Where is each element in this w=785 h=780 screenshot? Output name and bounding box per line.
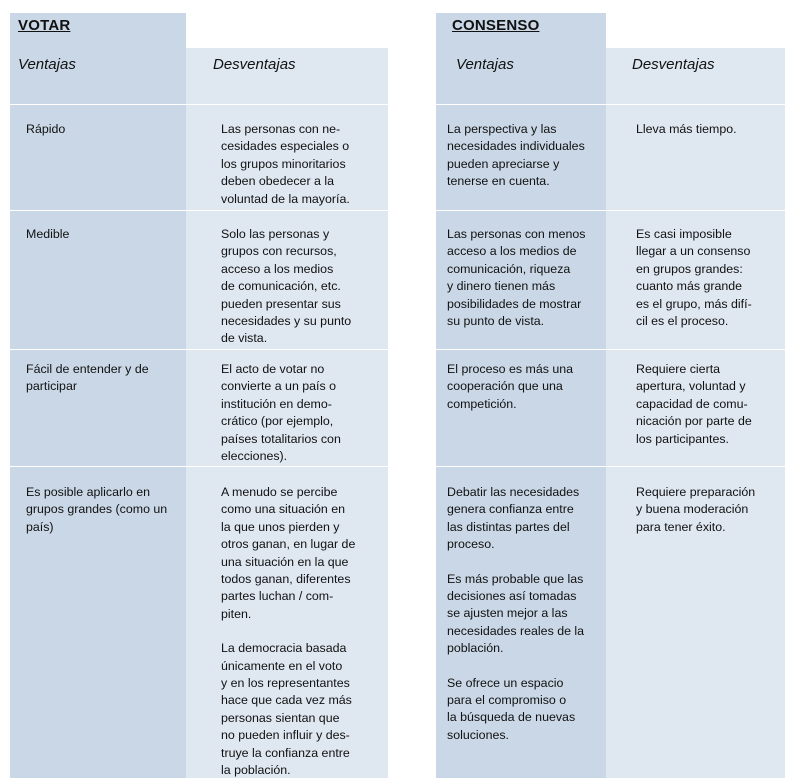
votar-ventaja-cell — [26, 361, 176, 396]
cell-paragraph: Se ofrece un espacio para el compromiso o la búsqueda de nuevas soluciones. — [447, 675, 576, 742]
cell-paragraph: Es posible aplicarlo en grupos grandes (como un país) — [26, 485, 168, 534]
cell-paragraph: El proceso es más una cooperación que una competición. — [447, 362, 574, 411]
votar-row-divider — [10, 210, 388, 211]
votar-desventaja-cell — [221, 484, 381, 780]
consenso-ventaja-cell — [447, 361, 602, 413]
consenso-ventaja-cell — [447, 121, 602, 191]
cell-paragraph: Requiere preparación y buena moderación para tener éxito. — [636, 485, 756, 534]
votar-desventaja-cell — [221, 121, 381, 208]
cell-paragraph: La democracia basada únicamente en el voto y en los representantes hace que cada vez más personas sientan que no pueden influir y des- truye la confianza entre la población. — [221, 641, 352, 778]
votar-row-divider — [10, 349, 388, 350]
cell-paragraph: La perspectiva y las necesidades individuales pueden apreciarse y tenerse en cuenta. — [447, 122, 585, 189]
votar-row-divider — [10, 466, 388, 467]
votar-ventaja-cell — [26, 226, 176, 243]
consenso-title: CONSENSO — [452, 17, 540, 34]
cell-paragraph: Las personas con ne- cesidades especiales o los grupos minoritarios deben obedecer a la voluntad de la mayoría. — [221, 122, 350, 206]
votar-ventaja-cell — [26, 121, 176, 138]
cell-paragraph: Es más probable que las decisiones así tomadas se ajusten mejor a las necesidades reales de la población. — [447, 571, 585, 656]
consenso-ventaja-cell — [447, 226, 602, 330]
consenso-row-divider — [436, 210, 785, 211]
consenso-row-divider — [436, 104, 785, 105]
cell-paragraph: El acto de votar no convierte a un país o institución en demo- crático (por ejemplo, países totalitarios con elecciones). — [221, 362, 341, 464]
consenso-row-divider — [436, 466, 785, 467]
votar-desventaja-cell — [221, 361, 381, 465]
votar-ventaja-cell — [26, 484, 176, 536]
consenso-desventaja-cell — [636, 484, 781, 536]
cell-paragraph: Requiere cierta apertura, voluntad y capacidad de comu- nicación por parte de los participantes. — [636, 362, 752, 446]
consenso-desventaja-cell — [636, 361, 781, 448]
cell-paragraph: Solo las personas y grupos con recursos, acceso a los medios de comunicación, etc. pueden presentar sus necesidades y su punto de vista. — [221, 227, 352, 346]
cell-paragraph: Medible — [26, 227, 70, 241]
cell-paragraph: A menudo se percibe como una situación en la que unos pierden y otros ganan, en lugar de una situación en la que todos ganan, diferentes partes luchan / com- piten. — [221, 485, 356, 621]
votar-ventajas-header: Ventajas — [18, 56, 76, 73]
consenso-desventaja-cell — [636, 121, 781, 138]
cell-paragraph: Es casi imposible llegar a un consenso en grupos grandes: cuanto más grande es el grupo, más difí- cil es el proceso. — [636, 227, 752, 329]
cell-paragraph: Debatir las necesidades genera confianza entre las distintas partes del proceso. — [447, 485, 580, 552]
cell-paragraph: Rápido — [26, 122, 66, 136]
consenso-ventaja-cell — [447, 484, 602, 744]
consenso-row-divider — [436, 349, 785, 350]
consenso-desventaja-cell — [636, 226, 781, 330]
votar-desventajas-header: Desventajas — [213, 56, 296, 73]
consenso-ventajas-header: Ventajas — [456, 56, 514, 73]
cell-paragraph: Las personas con menos acceso a los medios de comunicación, riqueza y dinero tienen más posibilidades de mostrar su punto de vista. — [447, 227, 586, 329]
votar-desventaja-cell — [221, 226, 381, 348]
cell-paragraph: Lleva más tiempo. — [636, 122, 737, 136]
votar-title: VOTAR — [18, 17, 71, 34]
consenso-desventajas-header: Desventajas — [632, 56, 715, 73]
cell-paragraph: Fácil de entender y de participar — [26, 362, 149, 394]
votar-row-divider — [10, 104, 388, 105]
